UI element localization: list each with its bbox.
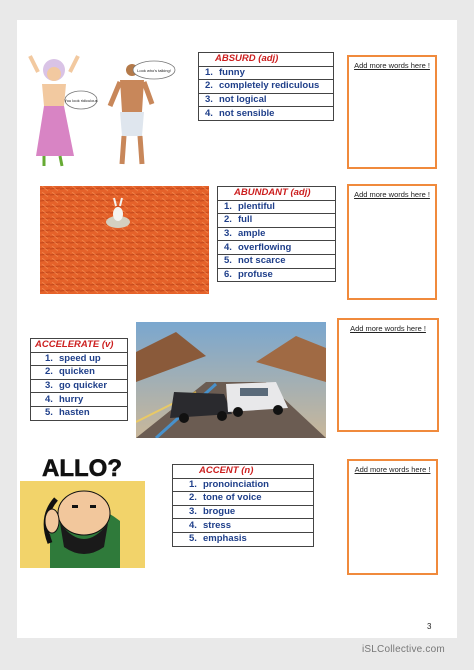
list-item: 4. stress [173, 519, 314, 533]
list-item: 1. speed up [31, 352, 128, 366]
list-item: 1. plentiful [218, 200, 336, 214]
cartoon-couple-image [24, 52, 180, 168]
comic-text: ALLO? [42, 455, 122, 482]
list-item: 5. not scarce [218, 254, 336, 268]
carrots-rabbit-image [40, 186, 209, 294]
list-item: 3. ample [218, 227, 336, 241]
vocab-table-absurd [198, 52, 334, 121]
add-words-label: Add more words here ! [350, 324, 426, 333]
list-item: 5. hasten [31, 406, 128, 420]
page-number: 3 [427, 622, 432, 631]
vocab-heading: ABUNDANT (adj) [218, 187, 336, 201]
list-item: 4. overflowing [218, 241, 336, 255]
vocab-heading: ACCENT (n) [173, 465, 314, 479]
list-item: 1. pronoinciation [173, 478, 314, 492]
list-item: 4. not sensible [199, 107, 334, 121]
list-item: 2. tone of voice [173, 492, 314, 506]
list-item: 4. hurry [31, 393, 128, 407]
list-item: 6. profuse [218, 268, 336, 282]
list-item: 3. brogue [173, 505, 314, 519]
add-words-label: Add more words here ! [354, 465, 431, 474]
list-item: 1. funny [199, 66, 334, 80]
vocab-table-abundant [217, 186, 336, 282]
list-item: 2. full [218, 214, 336, 228]
list-item: 3. not logical [199, 93, 334, 107]
vocab-table-accelerate [30, 338, 128, 421]
speech-bubble-left: You look ridiculous [64, 98, 98, 103]
racing-cars-image [136, 322, 326, 438]
add-words-box[interactable] [347, 184, 437, 300]
add-words-label: Add more words here ! [354, 61, 430, 70]
list-item: 3. go quicker [31, 379, 128, 393]
vocab-heading: ABSURD (adj) [199, 53, 334, 67]
add-words-box[interactable] [337, 318, 439, 432]
add-words-label: Add more words here ! [354, 190, 430, 199]
add-words-box[interactable] [347, 459, 438, 575]
comic-phone-image [20, 451, 145, 568]
watermark-text: iSLCollective.com [362, 644, 445, 655]
list-item: 5. emphasis [173, 532, 314, 546]
vocab-heading: ACCELERATE (v) [31, 339, 128, 353]
list-item: 2. completely rediculous [199, 80, 334, 94]
vocab-table-accent [172, 464, 314, 547]
speech-bubble-right: Look who's talking! [137, 68, 171, 73]
list-item: 2. quicken [31, 366, 128, 380]
add-words-box[interactable] [347, 55, 437, 169]
